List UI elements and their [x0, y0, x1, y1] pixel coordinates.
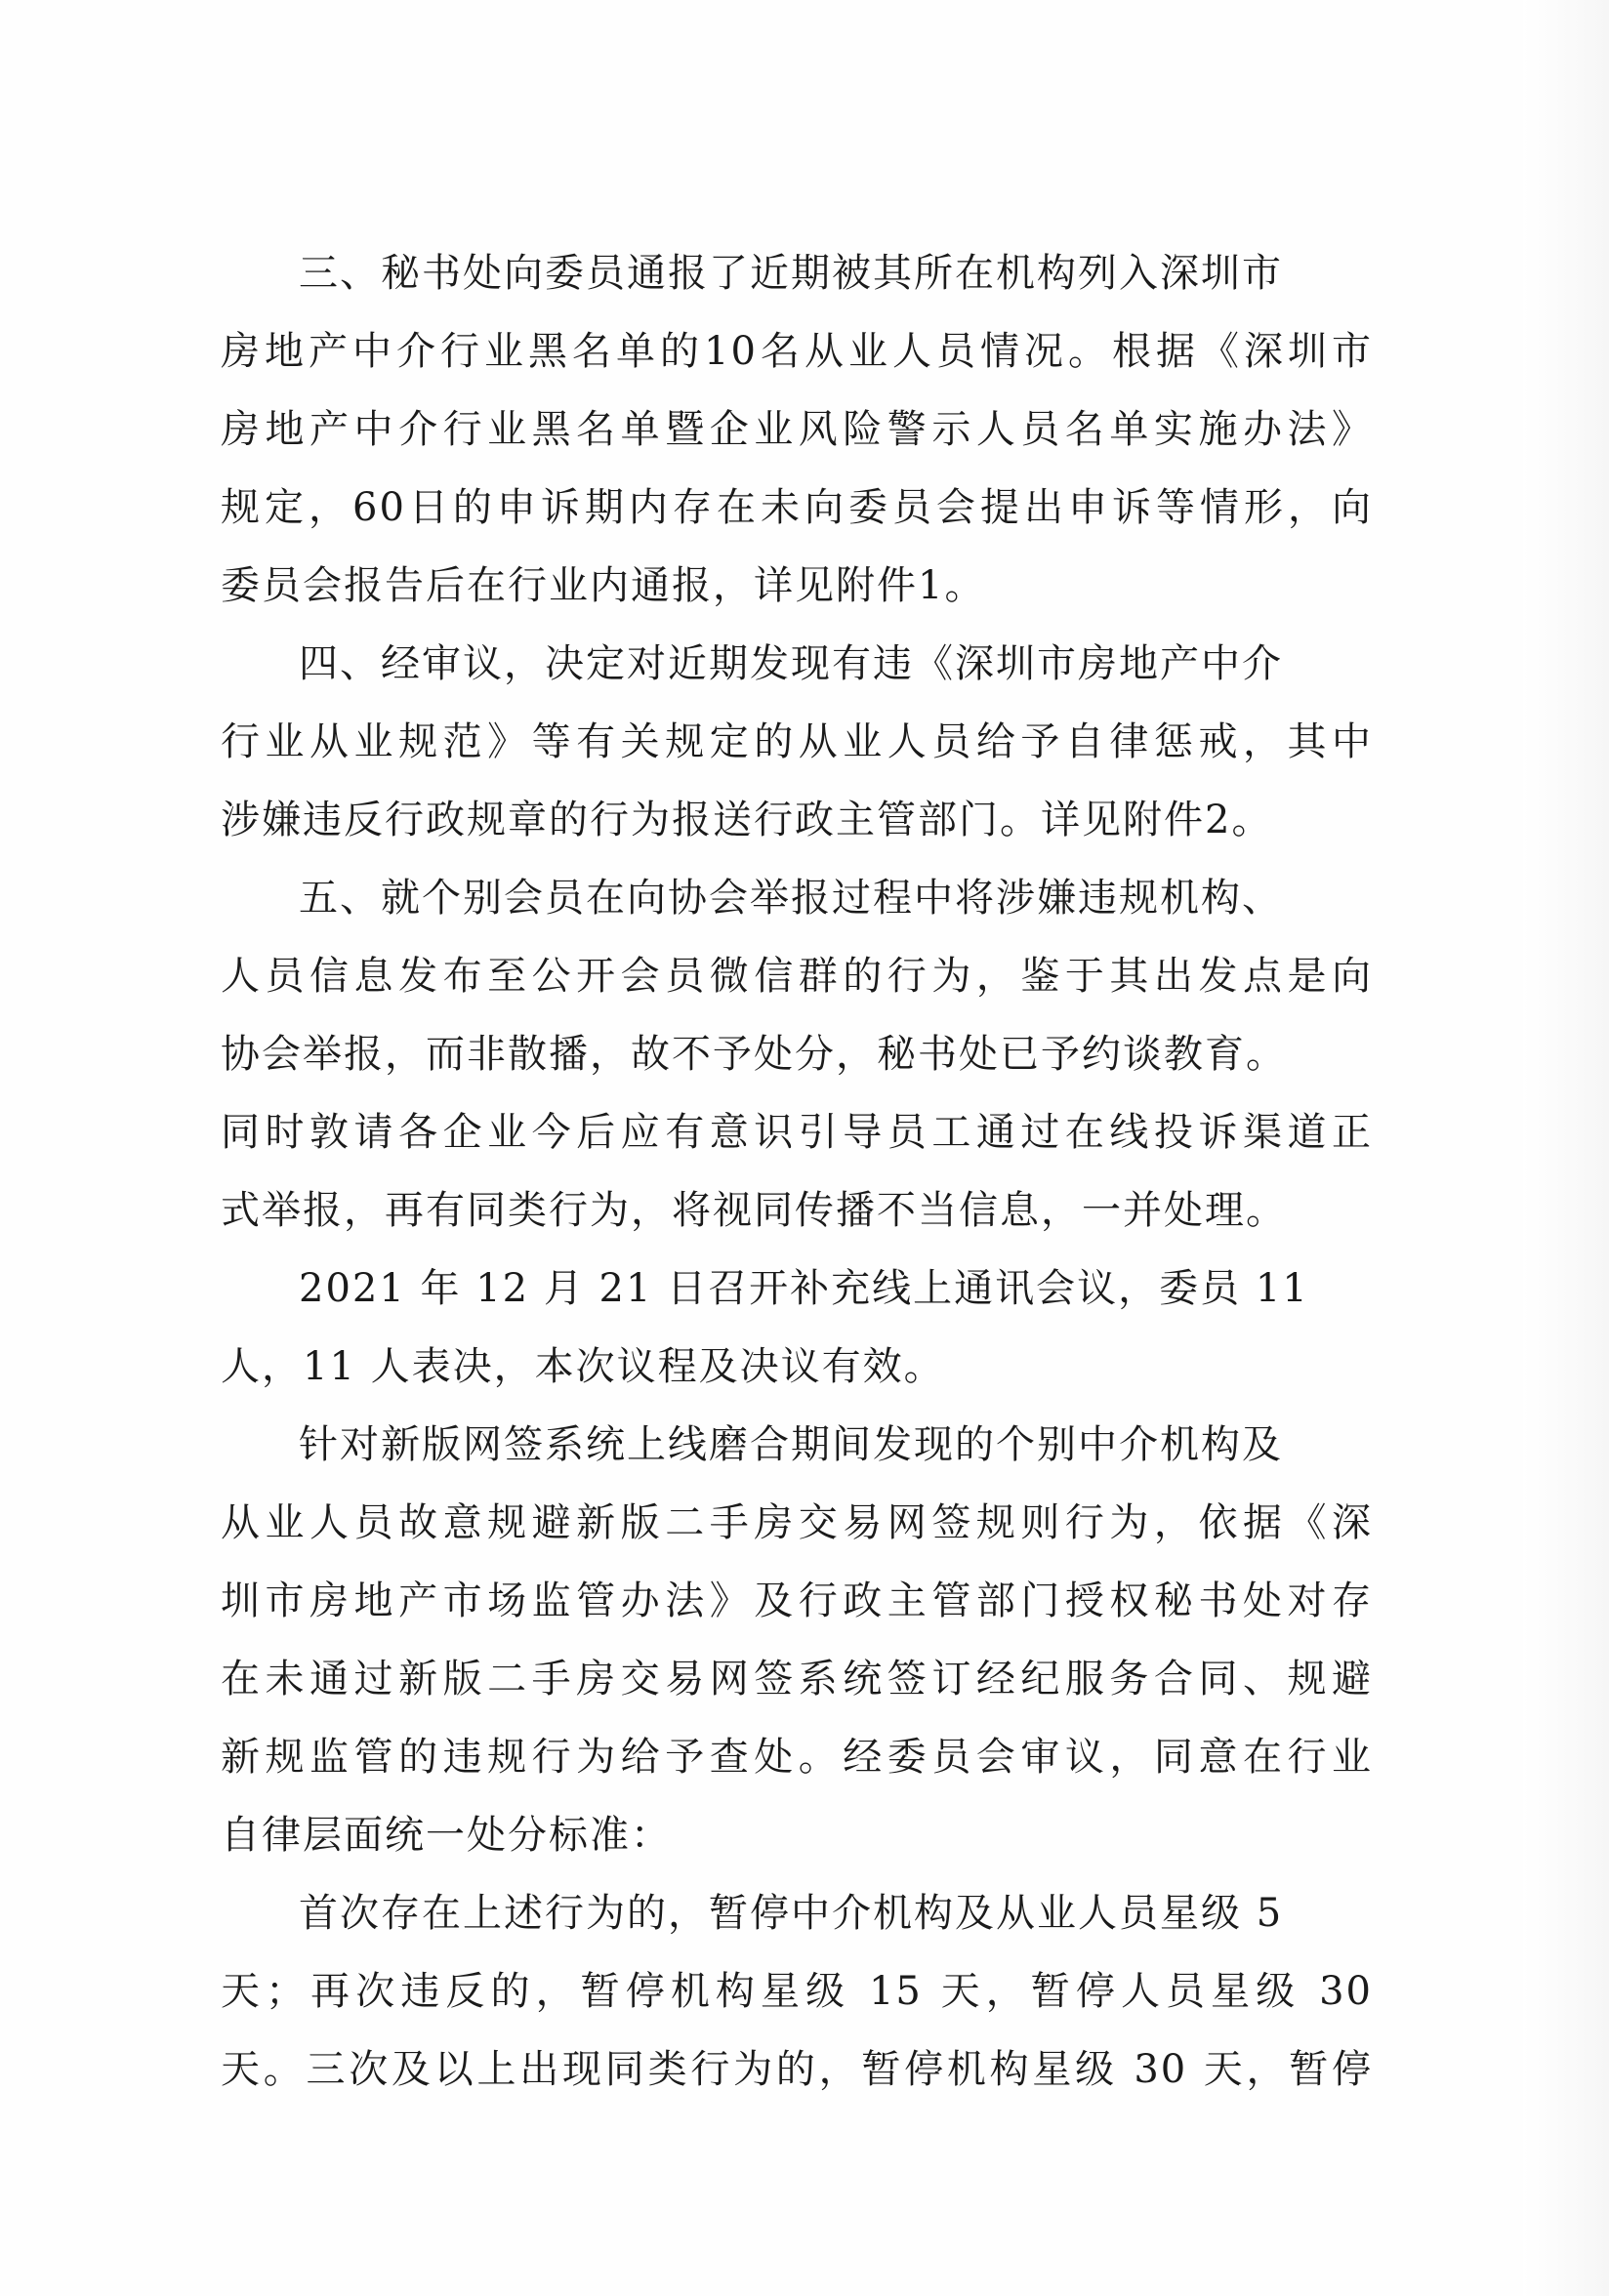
- text-line: 五、就个别会员在向协会举报过程中将涉嫌违规机构、: [299, 876, 1283, 921]
- text-line: 首次存在上述行为的，暂停中介机构及从业人员星级 5: [299, 1891, 1284, 1936]
- text-line: 房地产中介行业黑名单暨企业风险警示人员名单实施办法》: [221, 407, 1373, 452]
- text-line: 人员信息发布至公开会员微信群的行为，鉴于其出发点是向: [221, 954, 1373, 999]
- text-line: 针对新版网签系统上线磨合期间发现的个别中介机构及: [299, 1422, 1283, 1467]
- text-line: 同时敦请各企业今后应有意识引导员工通过在线投诉渠道正: [221, 1110, 1373, 1155]
- text-line: 2021 年 12 月 21 日召开补充线上通讯会议，委员 11: [299, 1266, 1309, 1311]
- text-line: 涉嫌违反行政规章的行为报送行政主管部门。详见附件2。: [221, 798, 1273, 842]
- text-line: 式举报，再有同类行为，将视同传播不当信息，一并处理。: [221, 1188, 1287, 1233]
- text-line: 天。三次及以上出现同类行为的，暂停机构星级 30 天，暂停: [221, 2047, 1373, 2092]
- text-line: 协会举报，而非散播，故不予处分，秘书处已予约谈教育。: [221, 1032, 1287, 1077]
- text-line: 自律层面统一处分标准：: [221, 1813, 672, 1858]
- page-edge-shadow: [1523, 0, 1609, 2296]
- text-line: 行业从业规范》等有关规定的从业人员给予自律惩戒，其中: [221, 719, 1373, 764]
- text-line: 圳市房地产市场监管办法》及行政主管部门授权秘书处对存: [221, 1578, 1373, 1623]
- text-line: 新规监管的违规行为给予查处。经委员会审议，同意在行业: [221, 1735, 1373, 1780]
- document-body: [221, 244, 1373, 2118]
- text-line: 天；再次违反的，暂停机构星级 15 天，暂停人员星级 30: [221, 1969, 1373, 2014]
- text-line: 房地产中介行业黑名单的10名从业人员情况。根据《深圳市: [221, 329, 1373, 374]
- text-line: 规定，60日的申诉期内存在未向委员会提出申诉等情形，向: [221, 485, 1373, 530]
- text-line: 从业人员故意规避新版二手房交易网签规则行为，依据《深: [221, 1500, 1373, 1545]
- text-line: 四、经审议，决定对近期发现有违《深圳市房地产中介: [299, 641, 1283, 686]
- text-line: 人，11 人表决，本次议程及决议有效。: [221, 1344, 945, 1389]
- text-line: 委员会报告后在行业内通报，详见附件1。: [221, 563, 986, 608]
- text-line: 在未通过新版二手房交易网签系统签订经纪服务合同、规避: [221, 1657, 1373, 1702]
- text-line: 三、秘书处向委员通报了近期被其所在机构列入深圳市: [299, 251, 1283, 296]
